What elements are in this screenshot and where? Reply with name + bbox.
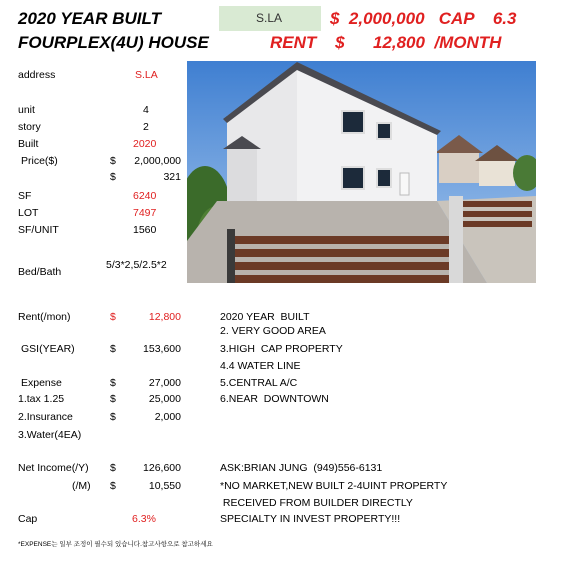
fin-currency-gsi: $ xyxy=(110,343,116,355)
spec-label-unit: unit xyxy=(18,104,35,116)
spec-currency-price: $ xyxy=(110,155,116,167)
headline-property-type: FOURPLEX(4U) HOUSE xyxy=(18,33,209,52)
spec-label-sf-unit: SF/UNIT xyxy=(18,224,59,236)
fin-label-net-income-year: Net Income(/Y) xyxy=(18,462,89,474)
fin-currency-tax: $ xyxy=(110,393,116,405)
contact-line: ASK:BRIAN JUNG (949)556-6131 xyxy=(220,462,383,474)
fin-currency-insurance: $ xyxy=(110,411,116,423)
fin-label-water: 3.Water(4EA) xyxy=(18,429,82,441)
fin-currency-expense: $ xyxy=(110,377,116,389)
spec-label-sf: SF xyxy=(18,190,32,202)
spec-label-address: address xyxy=(18,69,56,81)
property-photo xyxy=(187,61,536,283)
fin-value-rent: 12,800 xyxy=(148,311,181,323)
spec-currency-price-per-sf: $ xyxy=(110,171,116,183)
fin-value-insurance: 2,000 xyxy=(154,411,181,423)
fin-currency-net-income-month: $ xyxy=(110,480,116,492)
spec-value-bed-bath: 5/3*2,5/2.5*2 xyxy=(106,259,167,271)
spec-value-sf: 6240 xyxy=(133,190,157,202)
fin-value-net-income-month: 10,550 xyxy=(148,480,181,492)
contact-line: RECEIVED FROM BUILDER DIRECTLY xyxy=(220,497,413,509)
contact-line: *NO MARKET,NEW BUILT 2-4UINT PROPERTY xyxy=(220,480,448,492)
headline-price-cap: $ 2,000,000 CAP 6.3 xyxy=(330,9,517,28)
spec-value-lot: 7497 xyxy=(133,207,157,219)
fin-value-cap: 6.3% xyxy=(132,513,156,525)
fin-label-insurance: 2.Insurance xyxy=(18,411,73,423)
location-badge-label: S.LA xyxy=(256,11,283,25)
spec-value-unit: 4 xyxy=(143,104,149,116)
spec-value-built: 2020 xyxy=(133,138,157,150)
fin-currency-rent: $ xyxy=(110,311,116,323)
fin-label-cap: Cap xyxy=(18,513,38,525)
headline-rent: RENT $ 12,800 /MONTH xyxy=(270,33,502,52)
highlight-item: 5.CENTRAL A/C xyxy=(220,377,298,389)
spec-label-lot: LOT xyxy=(18,207,39,219)
fin-currency-net-income-year: $ xyxy=(110,462,116,474)
fin-value-tax: 25,000 xyxy=(148,393,181,405)
spec-label-story: story xyxy=(18,121,41,133)
contact-line: SPECIALTY IN INVEST PROPERTY!!! xyxy=(220,513,401,525)
highlight-item: 6.NEAR DOWNTOWN xyxy=(220,393,329,405)
fin-label-net-income-month: (/M) xyxy=(72,480,91,492)
headline-year-built: 2020 YEAR BUILT xyxy=(18,9,161,28)
spec-value-price: 2,000,000 xyxy=(134,155,181,167)
fin-value-gsi: 153,600 xyxy=(143,343,181,355)
spec-value-price-per-sf: 321 xyxy=(163,171,181,183)
expense-footnote: *EXPENSE는 일부 조정이 필수되 있습니다.참고사항으로 참고하세요 xyxy=(18,541,213,548)
fin-label-gsi: GSI(YEAR) xyxy=(21,343,75,355)
highlight-item: 3.HIGH CAP PROPERTY xyxy=(220,343,343,355)
highlight-item: 4.4 WATER LINE xyxy=(220,360,301,372)
highlight-item: 2020 YEAR BUILT xyxy=(220,311,310,323)
spec-label-bed-bath: Bed/Bath xyxy=(18,266,62,278)
fin-label-tax: 1.tax 1.25 xyxy=(18,393,65,405)
fin-value-net-income-year: 126,600 xyxy=(143,462,181,474)
fin-value-expense: 27,000 xyxy=(148,377,181,389)
spec-label-price: Price($) xyxy=(21,155,58,167)
fin-label-expense: Expense xyxy=(21,377,62,389)
highlight-item: 2. VERY GOOD AREA xyxy=(220,325,326,337)
spec-value-address: S.LA xyxy=(135,69,158,81)
spec-label-built: Built xyxy=(18,138,39,150)
spec-value-story: 2 xyxy=(143,121,149,133)
spec-value-sf-unit: 1560 xyxy=(133,224,157,236)
fin-label-rent: Rent(/mon) xyxy=(18,311,71,323)
